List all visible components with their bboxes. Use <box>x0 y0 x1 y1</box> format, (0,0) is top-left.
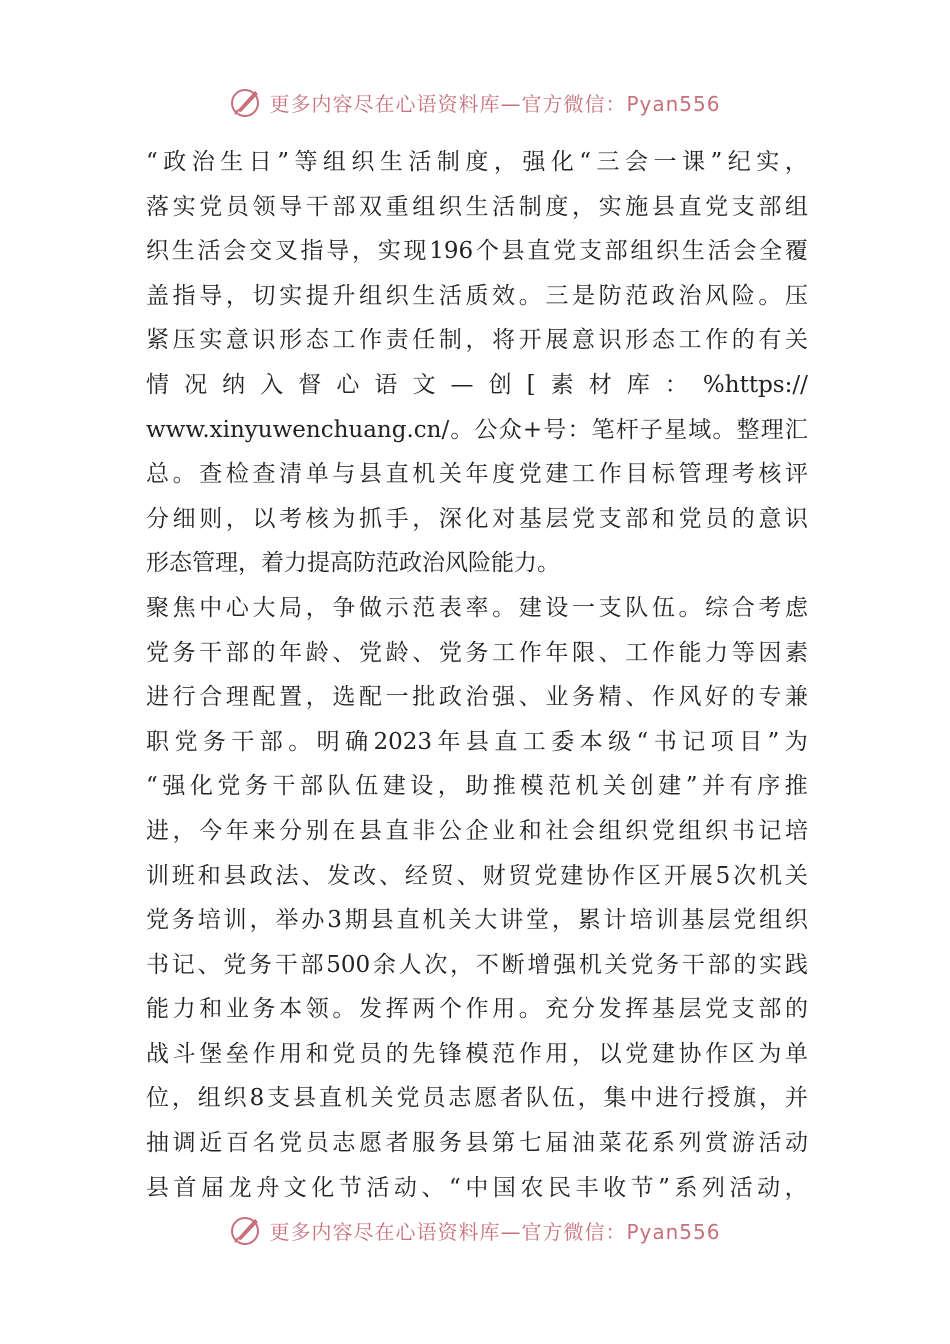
document-body <box>146 140 808 1210</box>
text-line: 抽 调 近 百 名 党 员 志 愿 者 服 务 县 第 七 届 油 菜 花 系 列 赏 游 活 动 <box>146 1130 808 1157</box>
text-line: 职 党 务 干 部 。 明 确 2023 年 县 直 工 委 本 级 “ 书 记 项 目 ” 为 <box>146 728 808 755</box>
text-line: 书 记 、 党 务 干 部 500 余 人 次 ， 不 断 增 强 机 关 党 务 干 部 的 实 践 <box>146 951 808 978</box>
text-line: 党 务 干 部 的 年 龄 、 党 龄 、 党 务 工 作 年 限 、 工 作 能 力 等 因 素 <box>146 639 808 666</box>
text-line: 落 实 党 员 领 导 干 部 双 重 组 织 生 活 制 度 ， 实 施 县 直 党 支 部 组 <box>146 193 808 220</box>
footer-watermark-text: 更多内容尽在心语资料库—官方微信：Pyan556 <box>269 1219 721 1244</box>
text-line: 盖 指 导 ， 切 实 提 升 组 织 生 活 质 效 。 三 是 防 范 政 治 风 险 。 压 <box>146 282 808 309</box>
text-line: 紧 压 实 意 识 形 态 工 作 责 任 制 ， 将 开 展 意 识 形 态 工 作 的 有 关 <box>146 327 808 354</box>
footer-watermark-banner <box>0 1210 950 1250</box>
text-line: 位 ， 组 织 8 支 县 直 机 关 党 员 志 愿 者 队 伍 ， 集 中 进 行 授 旗 ， 并 <box>146 1085 808 1112</box>
text-line: 情 况 纳 入 督 心 语 文 — 创 [ 素 材 库 ： %https:// <box>146 371 808 398</box>
header-watermark-text: 更多内容尽在心语资料库—官方微信：Pyan556 <box>269 91 721 116</box>
text-line: 党 务 培 训 ， 举 办 3 期 县 直 机 关 大 讲 堂 ， 累 计 培 训 基 层 党 组 织 <box>146 907 808 934</box>
text-line: 形态管理，着力提高防范政治风险能力。 <box>146 550 560 577</box>
text-line: 分 细 则 ， 以 考 核 为 抓 手 ， 深 化 对 基 层 党 支 部 和 党 员 的 意 识 <box>146 505 808 532</box>
text-line: 进 ， 今 年 来 分 别 在 县 直 非 公 企 业 和 社 会 组 织 党 组 织 书 记 培 <box>146 817 808 844</box>
text-line: 县 首 届 龙 舟 文 化 节 活 动 、 “ 中 国 农 民 丰 收 节 ” 系 列 活 动 ， <box>146 1174 808 1201</box>
text-line: 进 行 合 理 配 置 ， 选 配 一 批 政 治 强 、 业 务 精 、 作 风 好 的 专 兼 <box>146 684 808 711</box>
text-line: 总 。 查 检 查 清 单 与 县 直 机 关 年 度 党 建 工 作 目 标 管 理 考 核 评 <box>146 461 808 488</box>
quill-logo-icon <box>229 85 263 119</box>
text-line: 训 班 和 县 政 法 、 发 改 、 经 贸 、 财 贸 党 建 协 作 区 开 展 5 次 机 关 <box>146 862 808 889</box>
quill-logo-icon <box>229 1213 263 1247</box>
text-line: 能 力 和 业 务 本 领 。 发 挥 两 个 作 用 。 充 分 发 挥 基 层 党 支 部 的 <box>146 996 808 1023</box>
text-line: 织 生 活 会 交 叉 指 导 ， 实 现 196 个 县 直 党 支 部 组 织 生 活 会 全 覆 <box>146 238 808 265</box>
text-line: “ 政 治 生 日 ” 等 组 织 生 活 制 度 ， 强 化 “ 三 会 一 课 ” 纪 实 ， <box>146 149 808 175</box>
header-watermark-banner <box>0 82 950 122</box>
text-line: 战 斗 堡 垒 作 用 和 党 员 的 先 锋 模 范 作 用 ， 以 党 建 协 作 区 为 单 <box>146 1040 808 1067</box>
text-line: www.xinyuwenchuang.cn/ 。 公 众 + 号 ： 笔 杆 子 星 域 。 整 理 汇 <box>146 416 808 443</box>
text-line: “ 强 化 党 务 干 部 队 伍 建 设 ， 助 推 模 范 机 关 创 建 ” 并 有 序 推 <box>146 773 808 800</box>
text-line: 聚 焦 中 心 大 局 ， 争 做 示 范 表 率 。 建 设 一 支 队 伍 。 综 合 考 虑 <box>146 594 808 621</box>
